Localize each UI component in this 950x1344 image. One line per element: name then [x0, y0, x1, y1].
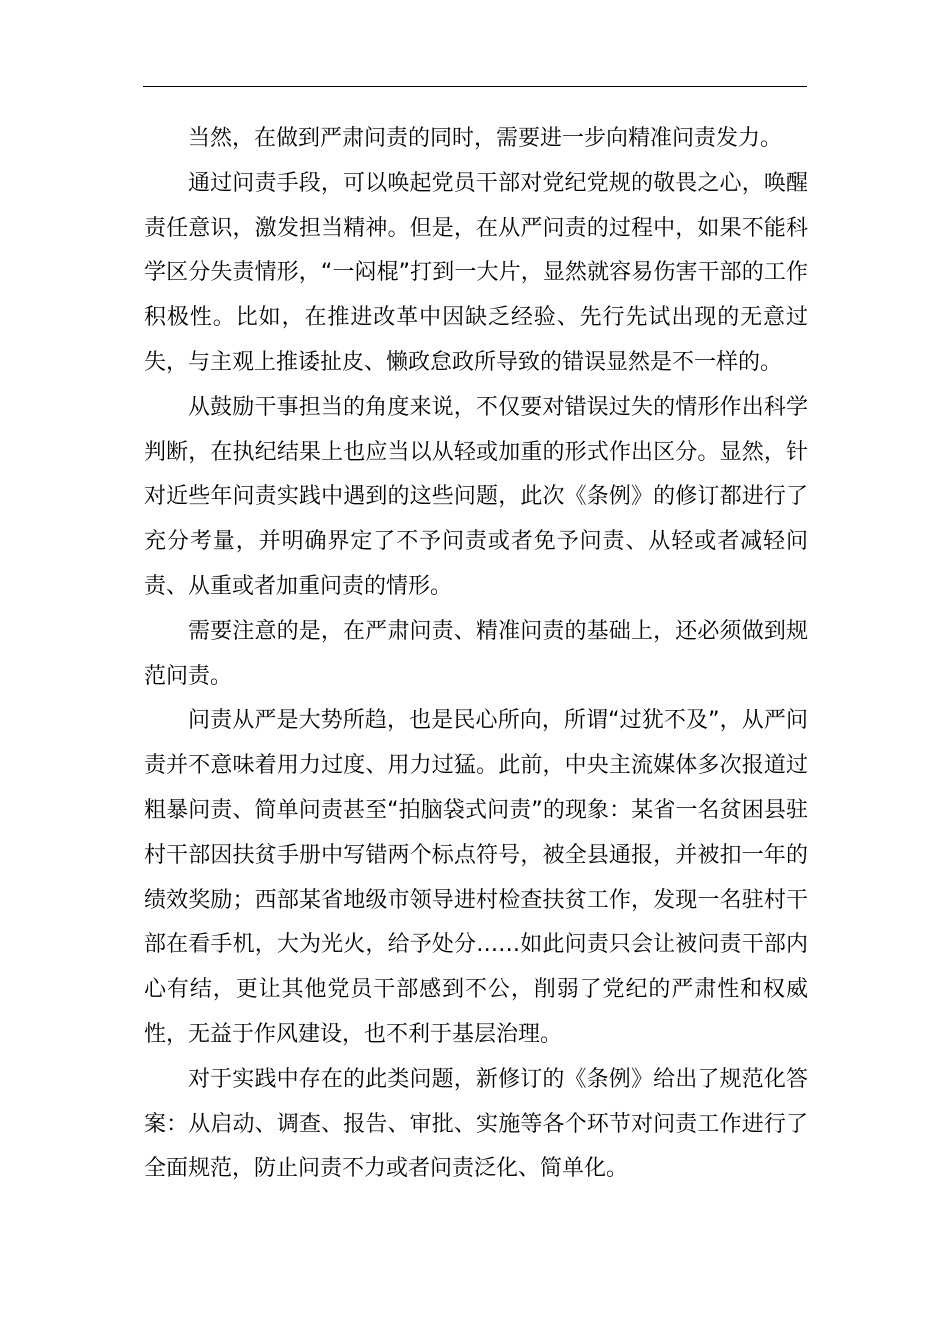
header-rule [143, 86, 807, 87]
paragraph: 问责从严是大势所趋，也是民心所向，所谓“过犹不及”，从严问责并不意味着用力过度、用力过猛。此前，中央主流媒体多次报道过粗暴问责、简单问责甚至“拍脑袋式问责”的现象：某省一名贫困县驻村干部因扶贫手册中写错两个标点符号，被全县通报，并被扣一年的绩效奖励；西部某省地级市领导进村检查扶贫工作，发现一名驻村干部在看手机，大为光火，给予处分……如此问责只会让被问责干部内心有结，更让其他党员干部感到不公，削弱了党纪的严肃性和权威性，无益于作风建设，也不利于基层治理。 [144, 708, 808, 1047]
paragraph: 通过问责手段，可以唤起党员干部对党纪党规的敬畏之心，唤醒责任意识，激发担当精神。但是，在从严问责的过程中，如果不能科学区分失责情形，“一闷棍”打到一大片，显然就容易伤害干部的工作积极性。比如，在推进改革中因缺乏经验、先行先试出现的无意过失，与主观上推诿扯皮、懒政怠政所导致的错误显然是不一样的。 [144, 170, 808, 375]
paragraph: 从鼓励干事担当的角度来说，不仅要对错误过失的情形作出科学判断，在执纪结果上也应当以从轻或加重的形式作出区分。显然，针对近些年问责实践中遇到的这些问题，此次《条例》的修订都进行了充分考量，并明确界定了不予问责或者免予问责、从轻或者减轻问责、从重或者加重问责的情形。 [144, 394, 808, 599]
document-body [144, 117, 808, 1192]
paragraph: 当然，在做到严肃问责的同时，需要进一步向精准问责发力。 [188, 126, 783, 151]
paragraph: 需要注意的是，在严肃问责、精准问责的基础上，还必须做到规范问责。 [144, 618, 808, 689]
paragraph: 对于实践中存在的此类问题，新修订的《条例》给出了规范化答案：从启动、调查、报告、审批、实施等各个环节对问责工作进行了全面规范，防止问责不力或者问责泛化、简单化。 [144, 1066, 808, 1182]
